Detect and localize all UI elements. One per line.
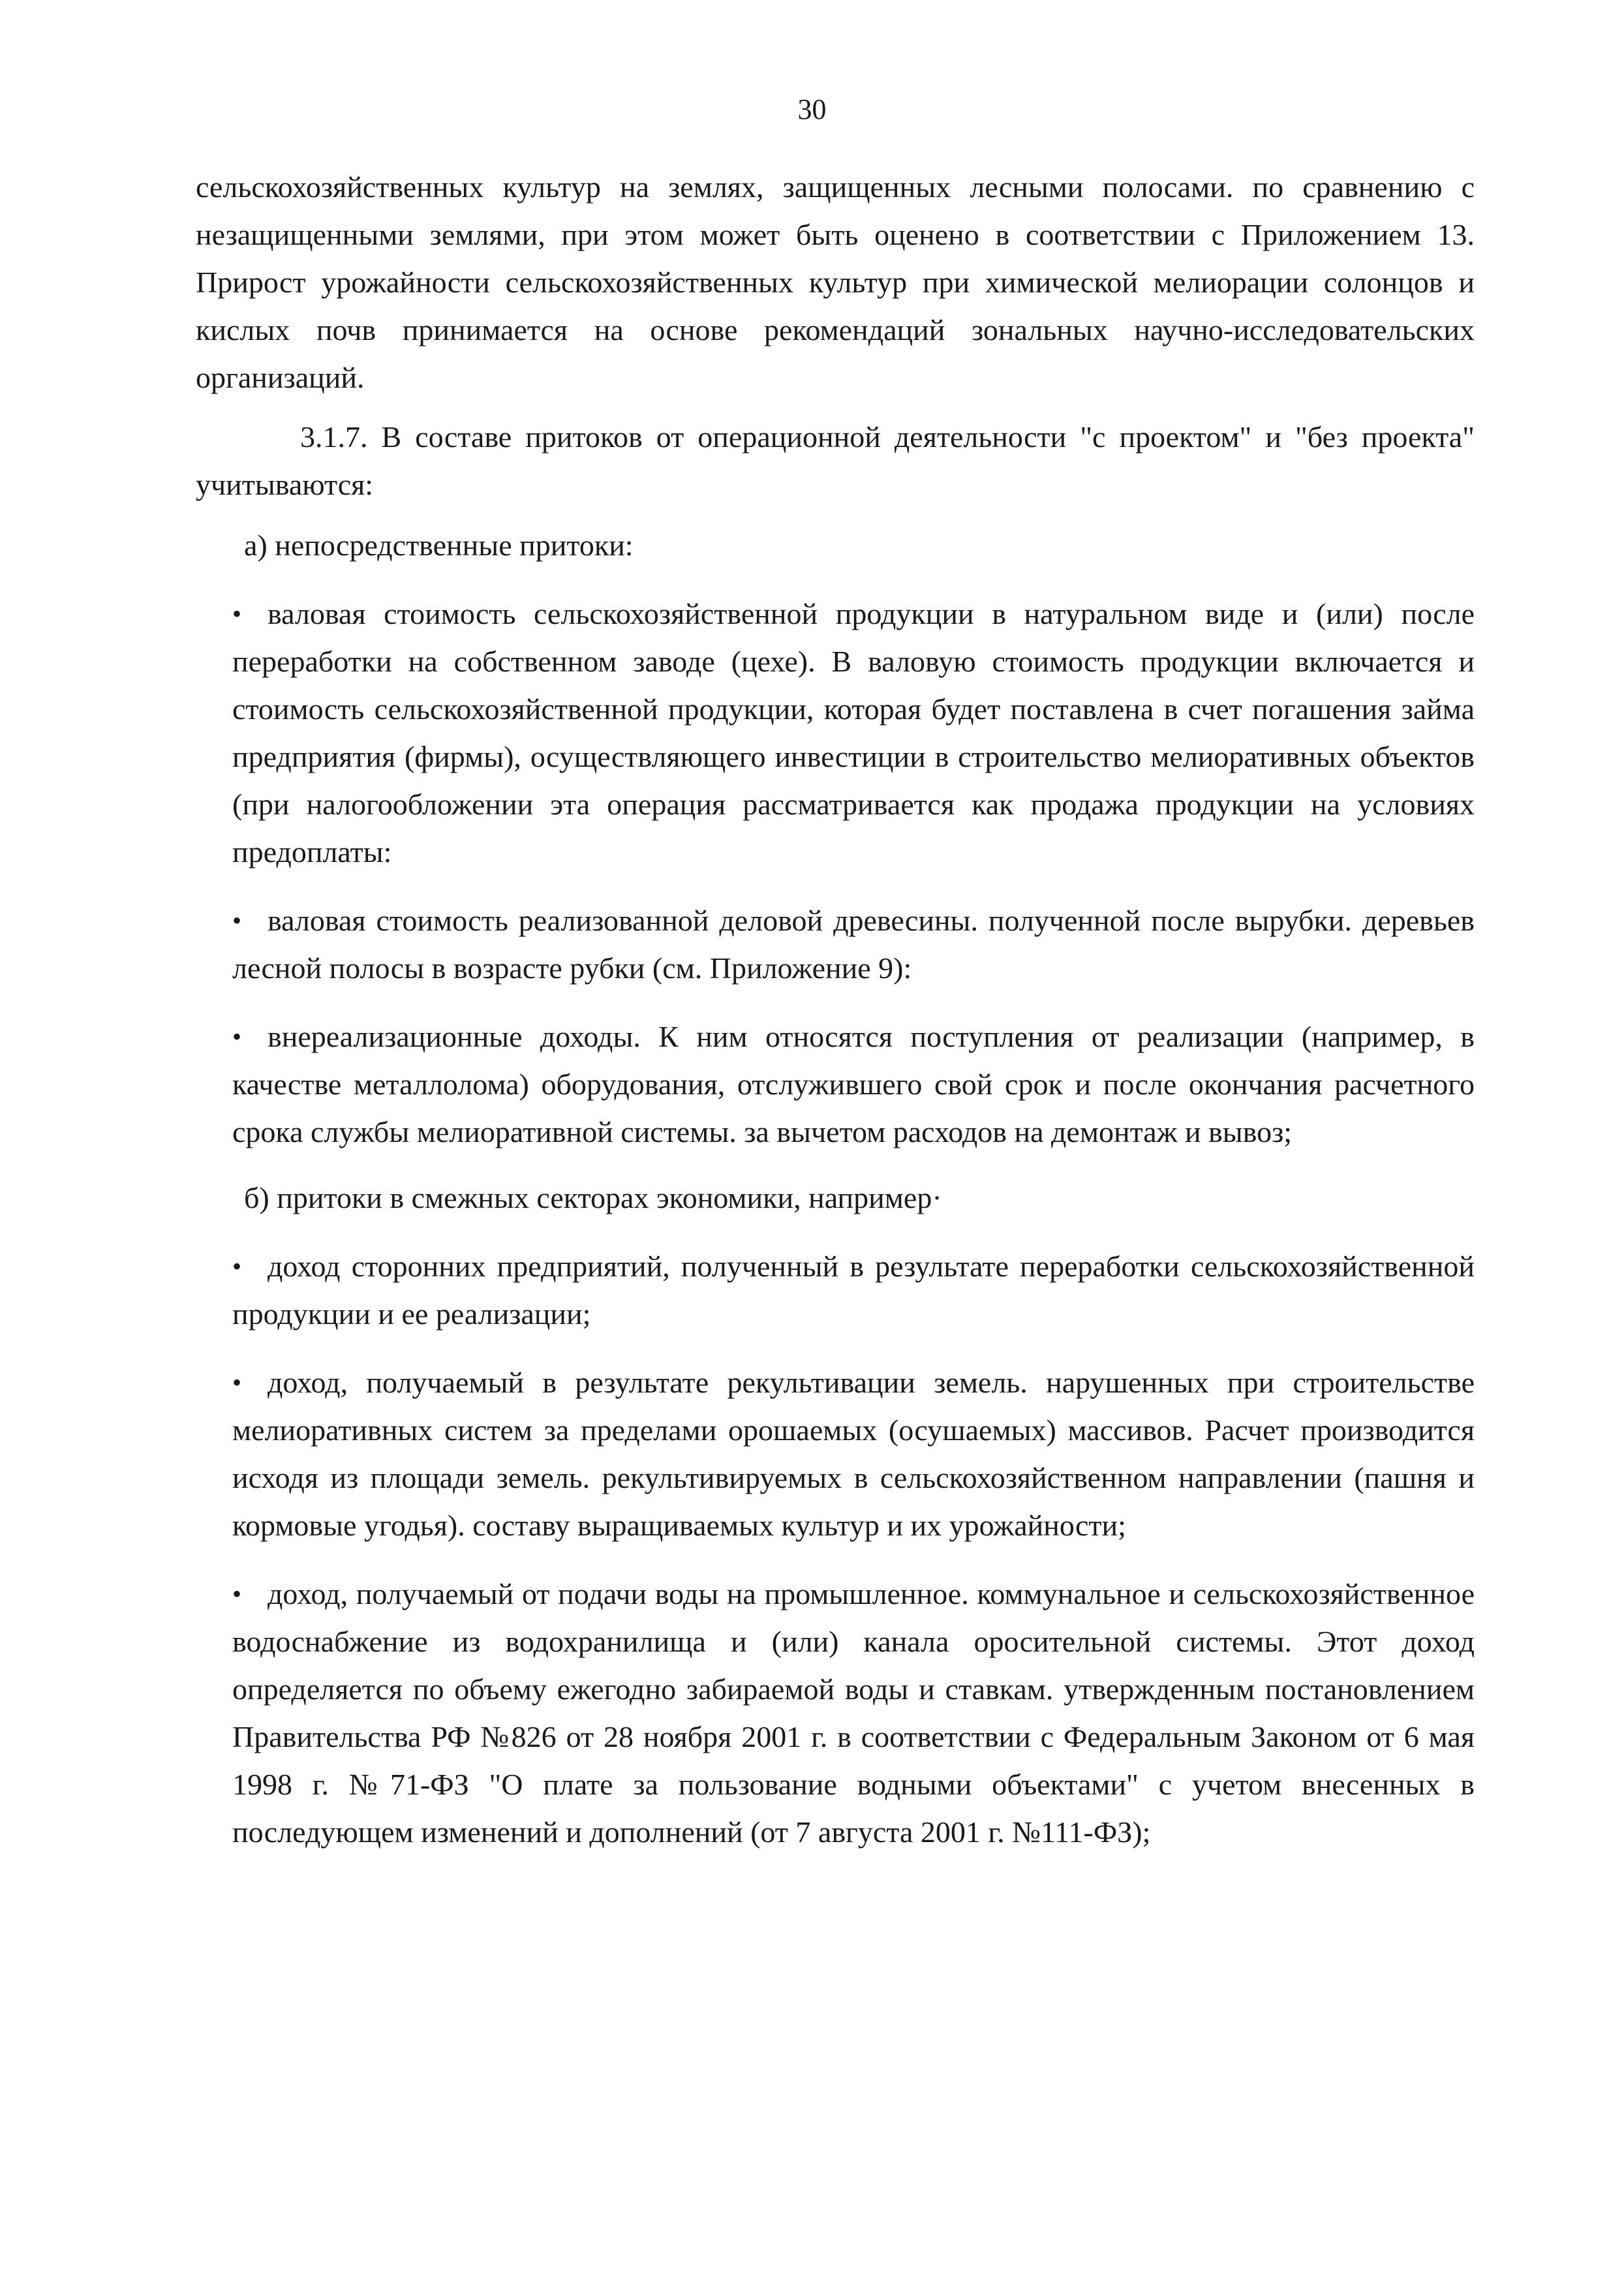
bullet-icon: • — [232, 1252, 242, 1281]
bullet-icon: • — [232, 599, 242, 628]
subheading-direct-inflows: а) непосредственные притоки: — [244, 529, 634, 562]
list-item-text: валовая стоимость сельскохозяйственной продукции в натуральном виде и (или) после переработки на собственном заводе (цехе). В валовую стоимость продукции включается и стоимость сельскохозяйственной продукции, которая будет поставлена в счет погашения займа предприятия (фирмы), осуществляющего инвестиции в строительство мелиоративных объектов (при налогообложении эта операция рассматривается как продажа продукции на условиях предоплаты: — [232, 597, 1475, 869]
paragraph-section-3-1-7: 3.1.7. В составе притоков от операционной деятельности "с проектом" и "без проекта" учитываются: — [196, 420, 1475, 501]
list-item-third-party-income — [196, 1242, 1475, 1338]
list-item-water-supply-income — [196, 1570, 1475, 1856]
bullet-icon: • — [232, 906, 242, 935]
list-item-gross-value-timber — [196, 897, 1475, 992]
bullet-icon: • — [232, 1368, 242, 1397]
list-item-text: доход сторонних предприятий, полученный в результате переработки сельскохозяйственной продукции и ее реализации; — [232, 1250, 1475, 1331]
document-body — [196, 163, 1475, 1856]
bullet-icon: • — [232, 1579, 242, 1608]
subheading-adjacent-sectors: б) притоки в смежных секторах экономики, например· — [244, 1181, 942, 1214]
list-item-non-operating-income — [196, 1013, 1475, 1156]
list-item-text: внереализационные доходы. К ним относятся поступления от реализации (например, в качестве металлолома) оборудования, отслужившего свой срок и после окончания расчетного срока службы мелиоративной системы. за вычетом расходов на демонтаж и вывоз; — [232, 1020, 1475, 1148]
page-number: 30 — [797, 93, 827, 125]
list-item-gross-value-agri — [196, 590, 1475, 876]
paragraph-continuation: сельскохозяйственных культур на землях, защищенных лесными полосами. по сравнению с незащищенными землями, при этом может быть оценено в соответствии с Приложением 13. Прирост урожайности сельскохозяйственных культур при химической мелиорации солонцов и кислых почв принимается на основе рекомендаций зональных научно-исследовательских организаций. — [196, 170, 1475, 394]
list-item-text: валовая стоимость реализованной деловой древесины. полученной после вырубки. деревьев лесной полосы в возрасте рубки (см. Приложение 9): — [232, 904, 1475, 985]
list-item-text: доход, получаемый от подачи воды на промышленное. коммунальное и сельскохозяйственное водоснабжение из водохранилища и (или) канала оросительной системы. Этот доход определяется по объему ежегодно забираемой воды и ставкам. утвержденным постановлением Правительства РФ №826 от 28 ноября 2001 г. в соответствии с Федеральным Законом от 6 мая 1998 г. №71-ФЗ "О плате за пользование водными объектами" с учетом внесенных в последующем изменений и дополнений (от 7 августа 2001 г. №111-ФЗ); — [232, 1577, 1475, 1849]
list-item-text: доход, получаемый в результате рекультивации земель. нарушенных при строительстве мелиоративных систем за пределами орошаемых (осушаемых) массивов. Расчет производится исходя из площади земель. рекультивируемых в сельскохозяйственном направлении (пашня и кормовые угодья). составу выращиваемых культур и их урожайности; — [232, 1366, 1475, 1542]
list-item-land-reclamation-income — [196, 1359, 1475, 1549]
bullet-icon: • — [232, 1022, 242, 1051]
